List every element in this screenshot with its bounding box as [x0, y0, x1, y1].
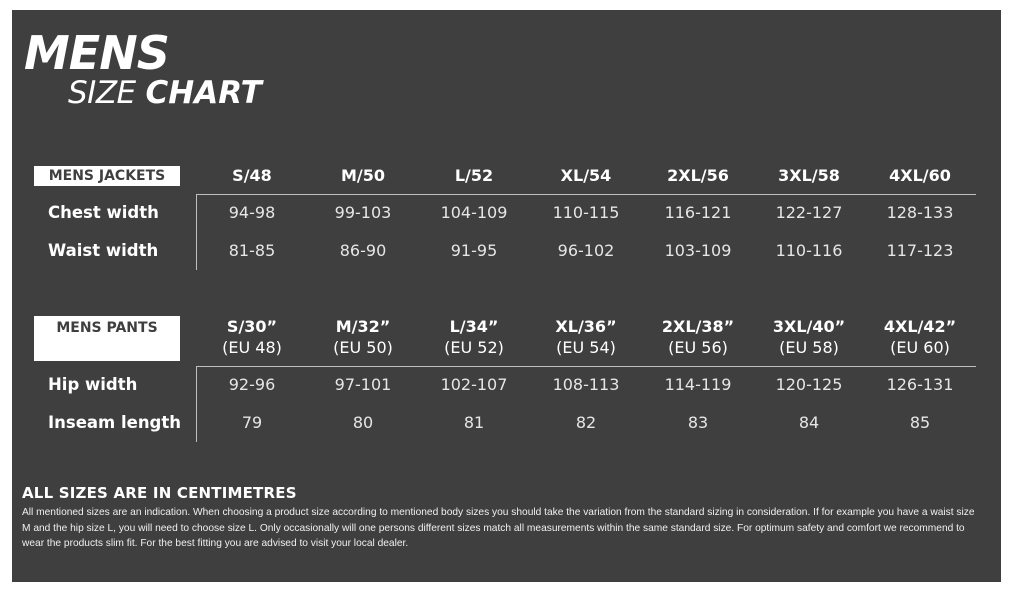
pants-divider-vertical — [196, 366, 197, 442]
pants-cell: 126-131 — [886, 375, 954, 394]
pants-cell: 114-119 — [664, 375, 732, 394]
jackets-cell: 128-133 — [886, 203, 954, 222]
jackets-cell: 91-95 — [450, 241, 498, 260]
pants-eu-header: (EU 50) — [333, 338, 393, 357]
jackets-size-header: 4XL/60 — [889, 166, 951, 185]
pants-cell: 80 — [352, 413, 374, 432]
pants-cell: 84 — [798, 413, 820, 432]
pants-size-header: M/32” — [335, 317, 391, 336]
pants-cell: 79 — [241, 413, 263, 432]
jackets-row-label: Waist width — [48, 241, 159, 260]
pants-section-label: MENS PANTS — [34, 316, 180, 361]
jackets-size-header: L/52 — [454, 166, 494, 185]
jackets-cell: 86-90 — [339, 241, 387, 260]
pants-size-header: 2XL/38” — [661, 317, 735, 336]
note-title: ALL SIZES ARE IN CENTIMETRES — [22, 484, 297, 502]
jackets-cell: 122-127 — [775, 203, 843, 222]
pants-cell: 83 — [687, 413, 709, 432]
pants-eu-header: (EU 54) — [556, 338, 616, 357]
pants-size-header: S/30” — [226, 317, 278, 336]
jackets-size-header: XL/54 — [560, 166, 612, 185]
pants-size-header: 3XL/40” — [772, 317, 846, 336]
pants-cell: 102-107 — [440, 375, 508, 394]
pants-cell: 82 — [575, 413, 597, 432]
pants-eu-header: (EU 60) — [890, 338, 950, 357]
pants-eu-header: (EU 52) — [444, 338, 504, 357]
jackets-divider-horizontal — [196, 194, 976, 195]
jackets-cell: 94-98 — [228, 203, 276, 222]
jackets-size-header: M/50 — [340, 166, 386, 185]
note-text: All mentioned sizes are an indication. When choosing a product size according to mentioned body sizes you should take the variation from the standard sizing in consideration. If for example you have a waist size M and the hip size L, you will need to choose size L. Only occasionally will one persons different sizes match all measurements within the same standard size. For optimum safety and comfort we recommend to wear the products slim fit. For the best fitting you are advised to visit your local dealer. — [22, 507, 975, 549]
pants-eu-header: (EU 58) — [779, 338, 839, 357]
jackets-size-header: 3XL/58 — [778, 166, 840, 185]
pants-size-header: 4XL/42” — [883, 317, 957, 336]
jackets-cell: 110-116 — [775, 241, 843, 260]
jackets-cell: 110-115 — [552, 203, 620, 222]
jackets-cell: 81-85 — [228, 241, 276, 260]
pants-row-label: Inseam length — [48, 413, 182, 432]
jackets-divider-vertical — [196, 194, 197, 270]
jackets-size-header: 2XL/56 — [667, 166, 729, 185]
jackets-cell: 99-103 — [334, 203, 392, 222]
pants-cell: 108-113 — [552, 375, 620, 394]
pants-row-label: Hip width — [48, 375, 138, 394]
pants-cell: 81 — [463, 413, 485, 432]
pants-cell: 85 — [909, 413, 931, 432]
jackets-cell: 96-102 — [557, 241, 615, 260]
pants-size-header: L/34” — [449, 317, 499, 336]
title-mens: MENS — [24, 26, 169, 80]
pants-size-header: XL/36” — [555, 317, 617, 336]
pants-divider-horizontal — [196, 366, 976, 367]
jackets-cell: 117-123 — [886, 241, 954, 260]
pants-eu-header: (EU 56) — [668, 338, 728, 357]
jackets-size-header: S/48 — [232, 166, 272, 185]
pants-cell: 120-125 — [775, 375, 843, 394]
pants-cell: 92-96 — [228, 375, 276, 394]
jackets-section-label: MENS JACKETS — [34, 166, 180, 186]
jackets-cell: 116-121 — [664, 203, 732, 222]
title-size: SIZE — [68, 75, 136, 111]
pants-eu-header: (EU 48) — [222, 338, 282, 357]
title-size-chart — [68, 76, 262, 110]
jackets-row-label: Chest width — [48, 203, 159, 222]
jackets-cell: 103-109 — [664, 241, 732, 260]
jackets-cell: 104-109 — [440, 203, 508, 222]
pants-cell: 97-101 — [334, 375, 392, 394]
title-chart: CHART — [145, 75, 262, 111]
